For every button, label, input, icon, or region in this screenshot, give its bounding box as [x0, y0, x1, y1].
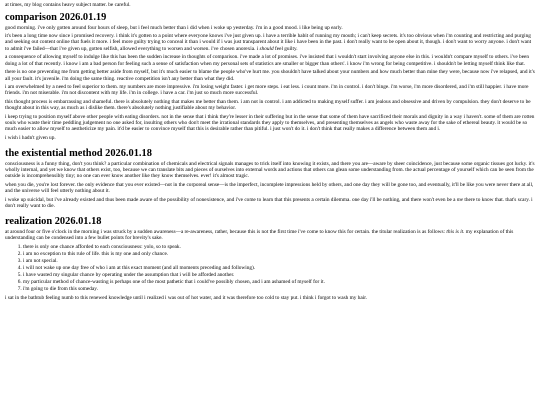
post-title: the existential method 2026.01.18 — [5, 147, 152, 159]
emphasis: should — [259, 45, 274, 52]
blog-post-comparison — [5, 12, 535, 142]
post-paragraph: i am overwhelmed by a need to feel superior to them. my numbers are more impressive. i'm losing weight faster. i get more steps. i eat less. i count more. i'm in control. i don't binge. i'm worse, i'm more disordered, and i'm still happier. i have more friends. i'm not miserable. i'm not discontent with my life. i'm in college. i have a car. i'm just so much more successful. — [5, 84, 529, 97]
list-item: 7. i'm going to die from this someday. — [23, 286, 535, 292]
post-title: comparison 2026.01.19 — [5, 11, 107, 23]
post-paragraph: at around four or five o'clock in the morning i was struck by a sudden awareness—a re-awareness, rather, because this is not the first time i've come to know this for certain. the titular realization is as follows: this is it. my explanation of this understanding can be condensed into a few bullet points for brevity's sake. — [5, 228, 514, 241]
post-paragraph: i keep trying to position myself above other people with eating disorders. not in the sense that i think they're lesser in their suffering but in the sense that some of them have sacrificed their morals and dignity in a way i haven't. some of them are rotten souls who waste their time peddling judgement no one asked for, insulting others who don't meet the irrational standards they apply to themselves, and presenting themselves as angels who waste away for the sake of ethereal beauty. it would be so much easier to allow myself to aestheticize my pain. it'd be easier to convince myself that this is desirable rather than pitiful. i just won't do it. i don't think that really makes a difference between them and i. — [5, 113, 535, 133]
blog-post-existential-method — [5, 148, 535, 210]
list-item: 6. my particular method of chance-wasting is perhaps one of the most pathetic that i could've possibly chosen, and i am ashamed of myself for it. — [23, 279, 535, 285]
post-paragraph: there is no one preventing me from getting better aside from myself, but it's much easier to blame the people who've hurt me. you shouldn't have talked about your numbers and how much better than mine they were, because now i've relapsed, and it's all your fault. it's juvenile. i'm doing the same thing. reactive competition isn't any better than what they did. — [5, 69, 535, 82]
post-paragraph: good morning. i've only gotten around four hours of sleep, but i feel much better than i did when i woke up yesterday. i'm in a good mood. i like being up early. — [5, 24, 343, 31]
list-item: 1. there is only one chance afforded to each consciousness: yolo, so to speak. — [23, 244, 535, 250]
list-item: 2. i am no exception to this rule of life. this is my one and only chance. — [23, 251, 535, 257]
post-paragraph: it's been a long time now since i promised recovery. i think it's gotten to a point where everyone knows i've just given up. i have a terrible habit of running my mouth; i can't keep secrets. it's too obvious when i'm counting and restricting and purging and seeking out content online that fuels it more. i feel more guilty trying to conceal it than i would if i was just transparent about it like i have been in the past. i don't really want to be open about it, though. i don't want to worry anyone. i don't want to admit i've failed—that i've given up, gotten selfish, allowed everything to worsen and worsen. i've chosen anorexia. i should feel guilty. — [5, 33, 532, 52]
list-item: 4. i will not wake up one day free of who i am at this exact moment (and all moments preceding and following). — [23, 265, 535, 271]
post-title: realization 2026.01.18 — [5, 215, 102, 227]
realization-list — [5, 244, 535, 293]
post-paragraph: this thought process is embarrassing and shameful. there is absolutely nothing that makes me better than them. i am not in control. i am addicted to making myself suffer. i am jealous and obsessive and driven by compulsion. they don't deserve to be thought about in this way, as much as i dislike them. there's absolutely nothing justifiable about my behavior. — [5, 99, 531, 112]
emphasis: this is it. — [446, 228, 465, 235]
emphasis: me — [456, 196, 464, 203]
post-paragraph: a consequence of allowing myself to indulge like this has been the sudden increase in thoughts of comparison. i've made a lot of promises. i've insisted that i wouldn't start involving anyone else in this. i wouldn't compare myself to others. i've been doing a lot of that recently. i know i am a bad person for feeling such a sense of satisfaction when my personal sets of statistics are smaller or bigger than others'. i know i'm wrong for being competitive. i shouldn't be letting myself think like that. — [5, 54, 530, 67]
post-paragraph: consciousness is a funny thing, don't you think? a particular combination of chemicals and electrical signals manages to trick itself into knowing it exists, and there you are—aware by sheer coincidence, just because some organic tissues got lucky. it's wholly internal, and yet we know that others exist, too, because we can translate bits and pieces of ourselves into external words and actions that others can glean some understanding from. the actual percentage of yourself which can be seen from the outside is incomprehensibly tiny; no one can ever know another like they know themselves. ever! it's almost tragic. — [5, 160, 535, 180]
list-item: 5. i have wasted my singular chance by operating under the assumption that i will be afforded another. — [23, 272, 535, 278]
post-paragraph: i sat in the bathtub feeling numb to this renewed knowledge until i realized i was out of hot water, and it was therefore too cold to stay put. i think i forgot to wash my hair. — [5, 295, 368, 302]
post-paragraph: i wish i hadn't given up. — [5, 135, 56, 142]
list-item: 3. i am not special. — [23, 258, 535, 264]
post-paragraph: when you die, you're lost forever. the only evidence that you ever existed—not in the corporeal sense—is the imperfect, incomplete impressions held by others, and one day they will be gone too, and eventually, it'll be like you were never there at all, and the universe will feel utterly nothing about it. — [5, 181, 534, 195]
blog-post-realization — [5, 216, 535, 302]
post-paragraph: i woke up suicidal, but i've already existed and thus been made aware of the possibility of nonexistence, and i've come to learn that this presents a certain dilemma. one day i'll be nothing, and there won't even be a me there to know that. that's scary. i don't really want to die. — [5, 196, 533, 209]
content-warning-notice: at times, my blog contains heavy subject matter. be careful. — [5, 2, 131, 8]
